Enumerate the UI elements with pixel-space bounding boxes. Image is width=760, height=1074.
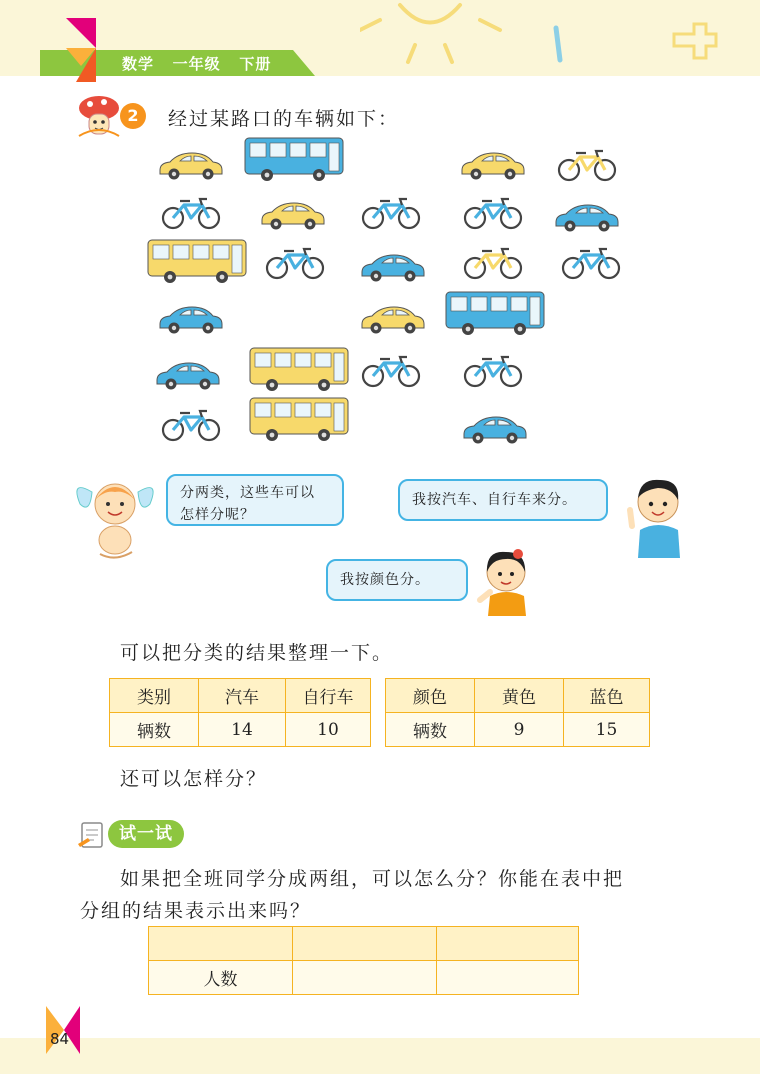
vehicle-illustration (0, 0, 760, 460)
table-row (110, 679, 371, 713)
table-cell: 15 (564, 713, 650, 747)
other-way-text: 还可以怎样分？ (120, 768, 268, 790)
page-number: 84 (50, 1030, 70, 1048)
table-cell (293, 927, 437, 961)
question-number: 2 (120, 103, 146, 129)
speech-bubble-girl (326, 559, 468, 601)
footer-band (0, 1038, 760, 1074)
bubble-angel-line2: 怎样分呢？ (180, 507, 255, 523)
boy-character-icon (622, 474, 688, 558)
bubble-girl-text: 我按颜色分。 (340, 572, 430, 588)
speech-bubble-boy (398, 479, 608, 521)
vehicle-type-table (109, 678, 371, 747)
table-cell: 辆数 (110, 713, 199, 747)
table-cell: 蓝色 (564, 679, 650, 713)
table-row (386, 679, 650, 713)
header-title: 数学 一年级 下册 (122, 55, 272, 73)
table-cell: 颜色 (386, 679, 475, 713)
table-row (149, 961, 579, 995)
table-cell (149, 927, 293, 961)
try-it-label: 试一试 (108, 820, 184, 848)
table-row (386, 713, 650, 747)
speech-bubble-angel (166, 474, 344, 526)
vehicle-color-table (385, 678, 650, 747)
angel-character-icon (70, 474, 160, 564)
table-row (149, 927, 579, 961)
table-cell: 自行车 (286, 679, 371, 713)
bubble-angel-line1: 分两类，这些车可以 (180, 485, 315, 501)
table-row (110, 713, 371, 747)
notebook-icon (78, 820, 106, 850)
girl-character-icon (470, 544, 536, 616)
bubble-boy-text: 我按汽车、自行车来分。 (412, 492, 577, 508)
table-cell (293, 961, 437, 995)
table-cell (437, 927, 579, 961)
table-cell: 9 (475, 713, 564, 747)
question-text: 经过某路口的车辆如下： (168, 108, 400, 130)
table-cell: 14 (199, 713, 286, 747)
group-table (148, 926, 579, 995)
try-it-line2: 分组的结果表示出来吗？ (80, 900, 312, 922)
table-cell: 黄色 (475, 679, 564, 713)
table-cell: 人数 (149, 961, 293, 995)
table-cell: 类别 (110, 679, 199, 713)
table-cell: 汽车 (199, 679, 286, 713)
table-cell: 10 (286, 713, 371, 747)
try-it-line1: 如果把全班同学分成两组，可以怎么分？你能在表中把 (120, 868, 625, 890)
table-cell (437, 961, 579, 995)
organize-text: 可以把分类的结果整理一下。 (120, 642, 394, 664)
table-cell: 辆数 (386, 713, 475, 747)
